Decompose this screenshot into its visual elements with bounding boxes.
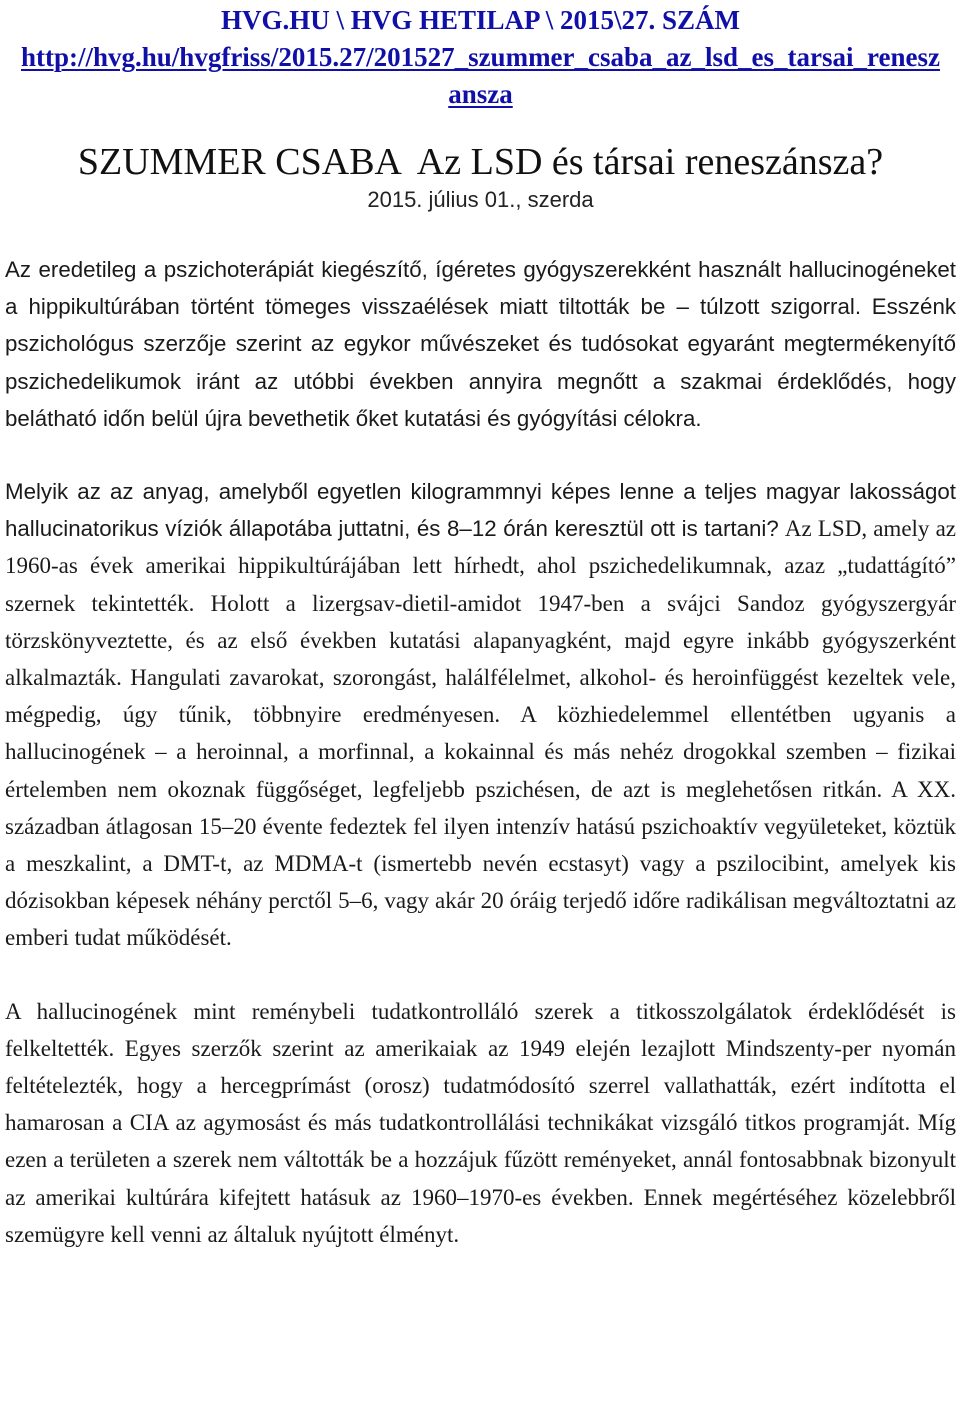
lead-sentence-1: Az eredetileg a pszichoterápiát kiegészítő, ígéretes gyógyszerekként használt hallucinogéneket a hippikultúrában történt tömeges visszaélések miatt tiltották be – túlzott szigorral. [5,257,956,320]
article-title: SZUMMER CSABA Az LSD és társai reneszánsza? [77,141,884,183]
lead-paragraph [5,251,956,437]
body-paragraph-1 [5,473,956,957]
body-paragraph-2-text: A hallucinogének mint reménybeli tudatkontrolláló szerek a titkosszolgálatok érdeklődését is felkeltették. Egyes szerzők szerint az amerikaiak az 1949 elején lezajlott Mindszenty-per nyomán feltételezték, hogy a hercegprímást (orosz) tudatmódosító szerrel vallathatták, ezért indította el hamarosan a CIA az agymosást és más tudatkontrollálási technikákat vizsgáló titkos programját. Míg ezen a területen a szerek nem váltották be a hozzájuk fűzött reményeket, annál fontosabbnak bizonyult az amerikai kultúrára kifejtett hatásuk az 1960–1970-es években. Ennek megértéséhez közelebbről szemügyre kell venni az általuk nyújtott élményt. [5,998,956,1247]
document-header [5,2,956,215]
article-date: 2015. július 01., szerda [367,187,594,212]
document-page [5,0,956,1253]
lead-sentence-2: Esszénk pszichológus szerzője szerint az egykor művészeket és tudósokat egyaránt megtermékenyítő pszichedelikumok iránt az utóbbi években annyira megnőtt a szakmai érdeklődés, hogy belátható időn belül újra bevethetik őket kutatási és gyógyítási célokra. [5,294,957,431]
body-paragraph-1-text: Az LSD, amely az 1960-as évek amerikai hippikultúrájában lett hírhedt, ahol pszichedelikumnak, azaz „tudattágító” szernek tekintették. Holott a lizergsav-dietil-amidot 1947-ben a svájci Sandoz gyógyszergyár törzskönyveztette, és az első években kutatási alapanyagként, majd egyre inkább gyógyszerként alkalmazták. Hangulati zavarokat, szorongást, halálfélelmet, alkohol- és heroinfüggést kezeltek vele, mégpedig, úgy tűnik, többnyire eredményesen. A közhiedelemmel ellentétben ugyanis a hallucinogének – a heroinnal, a morfinnal, a kokainnal és más nehéz drogokkal szemben – fizikai értelemben nem okoznak függőséget, legfeljebb pszichésen, de azt is meglehetősen ritkán. A XX. században átlagosan 15–20 évente fedeztek fel ilyen intenzív hatású pszichoaktív vegyületeket, köztük a meszkalint, a DMT-t, az MDMA-t (ismertebb nevén ecstasyt) vagy a pszilocibint, amelyek kis dózisokban képesek néhány perctől 5–6, vagy akár 20 óráig terjedő időre radikálisan megváltoztatni az emberi tudat működését. [5,516,956,951]
article-url-line-2[interactable]: ansza [448,79,513,109]
body-paragraph-1-question: Melyik az az anyag, amelyből egyetlen kilogrammnyi képes lenne a teljes magyar lakosságot hallucinatorikus víziók állapotába juttatni, és 8–12 órán keresztül ott is tartani? [5,479,956,542]
source-line: HVG.HU \ HVG HETILAP \ 2015\27. SZÁM [220,5,741,35]
article-url-line-1[interactable]: http://hvg.hu/hvgfriss/2015.27/201527_szummer_csaba_az_lsd_es_tarsai_renesz [21,42,940,72]
body-paragraph-2 [5,993,956,1253]
